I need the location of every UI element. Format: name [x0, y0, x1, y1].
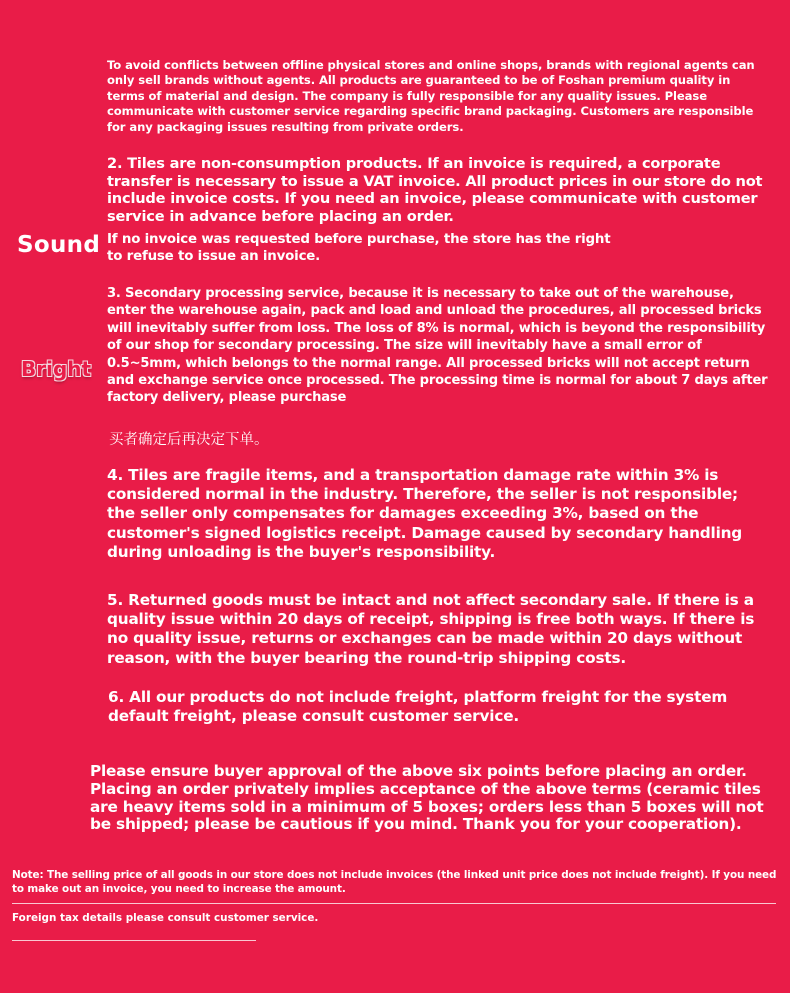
term-6-freight: 6. All our products do not include freight, platform freight for the system default freight, please consult customer service.	[108, 688, 728, 726]
term-2-invoice-refusal: If no invoice was requested before purchase, the store has the right to refuse to issue an invoice.	[107, 232, 611, 264]
sound-label: Sound	[17, 232, 101, 258]
divider-line-short	[12, 940, 256, 941]
foreign-tax-note: Foreign tax details please consult customer service.	[12, 912, 319, 924]
term-3-chinese-note: 买者确定后再决定下单。	[109, 432, 269, 448]
approval-notice: Please ensure buyer approval of the above six points before placing an order. Placing an order privately implies acceptance of the above terms (ceramic tiles are heavy items sold in a minimum of 5 boxes; orders less than 5 boxes will not be shipped; please be cautious if you mind. Thank you for your cooperation).	[90, 762, 764, 834]
term-4-fragile: 4. Tiles are fragile items, and a transportation damage rate within 3% is considered normal in the industry. Therefore, the seller is not responsible; the seller only compensates for damages exceeding 3%, based on the customer's signed logistics receipt. Damage caused by secondary handling during unloading is the buyer's responsibility.	[107, 466, 743, 561]
term-2-invoice: 2. Tiles are non-consumption products. If an invoice is required, a corporate transfer is necessary to issue a VAT invoice. All product prices in our store do not include invoice costs. If you need an invoice, please communicate with customer service in advance before placing an order.	[107, 155, 763, 225]
price-note: Note: The selling price of all goods in our store does not include invoices (the linked unit price does not include freight). If you need to make out an invoice, you need to increase the amount.	[12, 869, 777, 895]
divider-line	[12, 903, 776, 904]
term-5-returns: 5. Returned goods must be intact and not affect secondary sale. If there is a quality issue within 20 days of receipt, shipping is free both ways. If there is no quality issue, returns or exchanges can be made within 20 days without reason, with the buyer bearing the round-trip shipping costs.	[107, 591, 755, 667]
intro-paragraph: To avoid conflicts between offline physical stores and online shops, brands with regional agents can only sell brands without agents. All products are guaranteed to be of Foshan premium quality in terms of material and design. The company is fully responsible for any quality issues. Please communicate with customer service regarding specific brand packaging. Customers are responsible for any packaging issues resulting from private orders.	[107, 58, 755, 134]
term-3-processing: 3. Secondary processing service, because it is necessary to take out of the warehouse, enter the warehouse again, pack and load and unload the procedures, all processed bricks will inevitably suffer from loss. The loss of 8% is normal, which is beyond the responsibility of our shop for secondary processing. The size will inevitably have a small error of 0.5~5mm, which belongs to the normal range. All processed bricks will not accept return and exchange service once processed. The processing time is normal for about 7 days after factory delivery, please purchase	[107, 286, 768, 406]
bright-label: Bright	[21, 357, 92, 381]
